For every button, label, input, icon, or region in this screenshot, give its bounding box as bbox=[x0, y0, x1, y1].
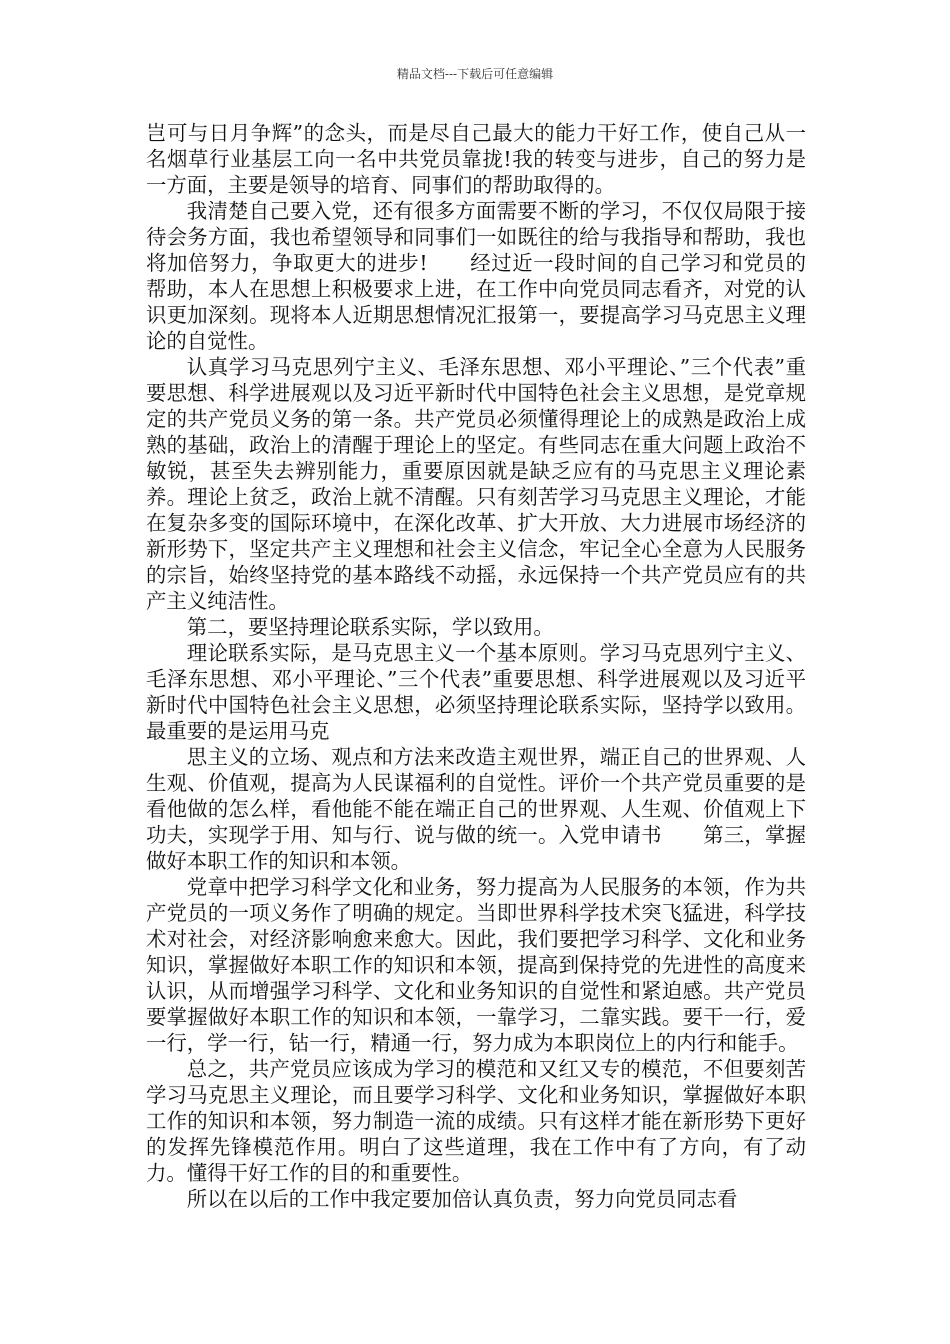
paragraph-6: 思主义的立场、观点和方法来改造主观世界，端正自己的世界观、人生观、价值观，提高为人民谋福利的自觉性。评价一个共产党员重要的是看他做的怎么样，看他能不能在端正自己的世界观、人生观、价值观上下功夫，实现学于用、知与行、说与做的统一。入党申请书 第三，掌握做好本职工作的知识和本领。 bbox=[146, 745, 806, 873]
paragraph-1: 岂可与日月争辉”的念头，而是尽自己最大的能力干好工作，使自己从一名烟草行业基层工向一名中共党员靠拢!我的转变与进步，自己的努力是一方面，主要是领导的培育、同事们的帮助取得的。 bbox=[146, 121, 806, 197]
paragraph-2: 我清楚自己要入党，还有很多方面需要不断的学习，不仅仅局限于接待会务方面，我也希望领导和同事们一如既往的给与我指导和帮助，我也将加倍努力，争取更大的进步! 经过近一段时间的自己学习和党员的帮助，本人在思想上积极要求上进，在工作中向党员同志看齐，对党的认识更加深刻。现将本人近期思想情况汇报第一，要提高学习马克思主义理论的自觉性。 bbox=[146, 199, 806, 353]
paragraph-3: 认真学习马克思列宁主义、毛泽东思想、邓小平理论、”三个代表”重要思想、科学进展观以及习近平新时代中国特色社会主义思想，是党章规定的共产党员义务的第一条。共产党员必须懂得理论上的成熟是政治上成熟的基础，政治上的清醒于理论上的坚定。有些同志在重大问题上政治不敏锐，甚至失去辨别能力，重要原因就是缺乏应有的马克思主义理论素养。理论上贫乏，政治上就不清醒。只有刻苦学习马克思主义理论，才能在复杂多变的国际环境中，在深化改革、扩大开放、大力进展市场经济的新形势下，坚定共产主义理想和社会主义信念，牢记全心全意为人民服务的宗旨，始终坚持党的基本路线不动摇，永远保持一个共产党员应有的共产主义纯洁性。 bbox=[146, 355, 806, 613]
paragraph-8: 总之，共产党员应该成为学习的模范和又红又专的模范，不但要刻苦学习马克思主义理论，而且要学习科学、文化和业务知识，掌握做好本职工作的知识和本领，努力制造一流的成绩。只有这样才能在新形势下更好的发挥先锋模范作用。明白了这些道理，我在工作中有了方向，有了动力。懂得干好工作的目的和重要性。 bbox=[146, 1057, 806, 1185]
page-header: 精品文档---下载后可任意编辑 bbox=[396, 67, 554, 81]
paragraph-9: 所以在以后的工作中我定要加倍认真负责，努力向党员同志看 bbox=[186, 1187, 738, 1211]
paragraph-7: 党章中把学习科学文化和业务，努力提高为人民服务的本领，作为共产党员的一项义务作了明确的规定。当即世界科学技术突飞猛进，科学技术对社会，对经济影响愈来愈大。因此，我们要把学习科学、文化和业务知识，掌握做好本职工作的知识和本领，提高到保持党的先进性的高度来认识，从而增强学习科学、文化和业务知识的自觉性和紧迫感。共产党员要掌握做好本职工作的知识和本领，一靠学习，二靠实践。要干一行，爱一行，学一行，钻一行，精通一行，努力成为本职岗位上的内行和能手。 bbox=[146, 875, 806, 1055]
paragraph-4: 第二，要坚持理论联系实际，学以致用。 bbox=[186, 615, 554, 639]
document-body bbox=[146, 120, 806, 1212]
paragraph-5: 理论联系实际，是马克思主义一个基本原则。学习马克思列宁主义、毛泽东思想、邓小平理论、”三个代表”重要思想、科学进展观以及习近平新时代中国特色社会主义思想，必须坚持理论联系实际，坚持学以致用。最重要的是运用马克 bbox=[146, 641, 806, 743]
